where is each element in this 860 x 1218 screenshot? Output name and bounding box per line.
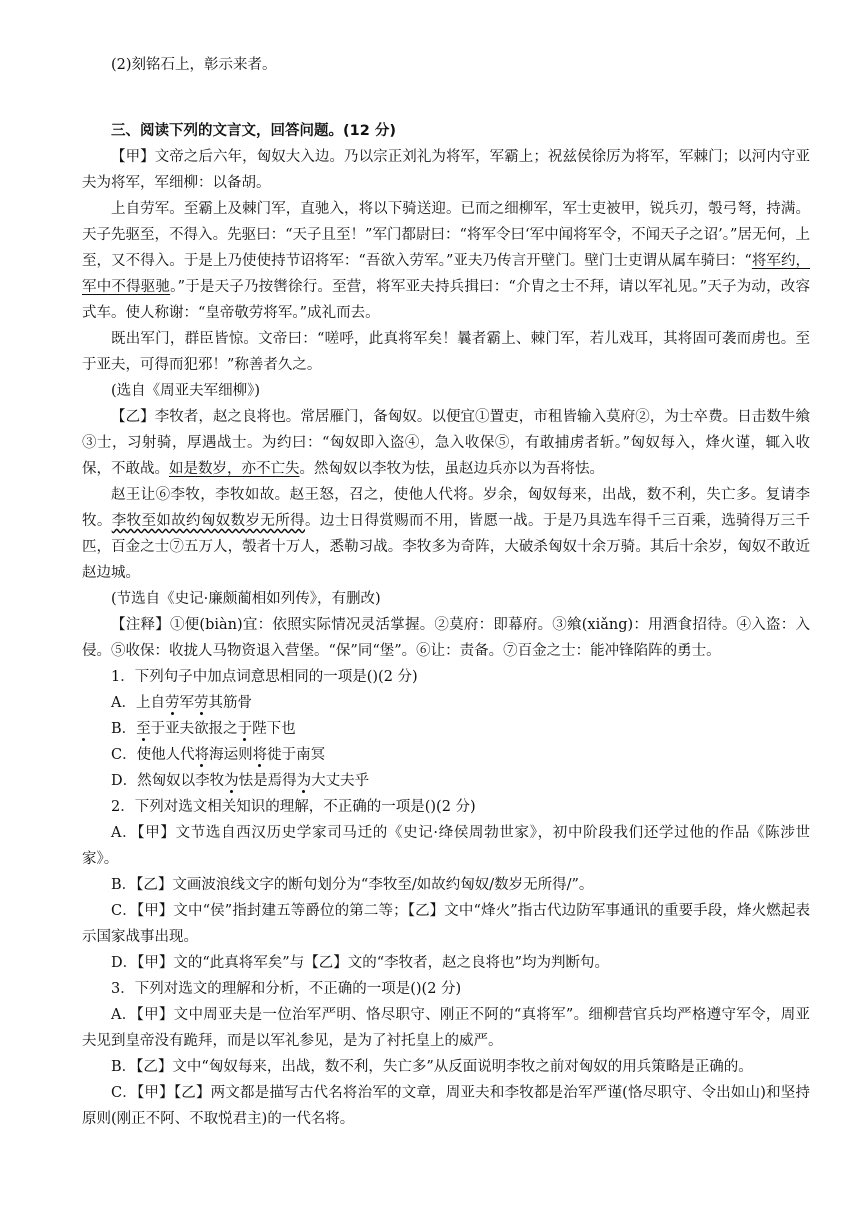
dotted-word: 劳 — [193, 695, 209, 711]
dotted-word: 劳 — [164, 695, 180, 711]
question-3-option-a: A．【甲】文中周亚夫是一位治军严明、恪尽职守、刚正不阿的“真将军”。细柳营官兵均严格遵守军令，周亚夫见到皇帝没有跪拜，而是以军礼参见，是为了衬托皇上的威严。 — [82, 1007, 810, 1049]
option-text: 上自 — [135, 695, 165, 711]
question-2-option-d: D．【甲】文的“此真将军矣”与【乙】文的“李牧者，赵之良将也”均为判断句。 — [111, 955, 610, 971]
question-2-stem: 2．下列对选文相关知识的理解，不正确的一项是()(2 分) — [111, 799, 476, 815]
option-label: A． — [111, 695, 136, 711]
option-text: 是焉得 — [253, 773, 297, 789]
passage-yi-p2-b: 。边士日得赏赐而不用，皆愿一战。于是乃具选车得千三百乘，选骑得万三千匹，百金之士⑦五万人，彀者十万人，悉勒习战。李牧多为奇阵，大破杀匈奴十余万骑。其后十余岁，匈奴不敢近赵边城。 — [82, 513, 811, 581]
spacer — [82, 78, 810, 118]
question-1-stem: 1．下列句子中加点词意思相同的一项是()(2 分) — [111, 669, 418, 685]
dotted-word: 为 — [224, 773, 239, 789]
dotted-word: 将 — [194, 747, 210, 763]
question-1-option-a — [82, 690, 810, 716]
passage-yi-p1 — [82, 404, 810, 482]
question-3-stem: 3．下列对选文的理解和分析，不正确的一项是()(2 分) — [111, 981, 462, 997]
option-text: 军 — [179, 695, 194, 711]
section-title: 三、阅读下列的文言文，回答问题。(12 分) — [111, 123, 396, 139]
question-2-option-c: C．【甲】文中“侯”指封建五等爵位的第二等；【乙】文中“烽火”指古代边防军事通讯的重要手段，烽火燃起表示国家战事出现。 — [82, 903, 810, 945]
passage-yi-p2-a: 赵王让⑥李牧，李牧如故。赵王怒，召之，使他人代将。岁余，匈奴每来，出战，数不利，失亡多。复请李牧。 — [82, 487, 810, 529]
option-text: 使他人代 — [136, 747, 195, 763]
passage-jia-p2 — [82, 196, 810, 326]
option-label: D． — [111, 773, 138, 789]
question-1-option-c — [82, 742, 810, 768]
annotation-notes: 【注释】①便(biàn)宜：依照实际情况灵活掌握。②莫府：即幕府。③飨(xiǎng)：用酒食招待。④入盗：入侵。⑤收保：收拢人马物资退入营堡。“保”同“堡”。⑥让：责备。⑦百金之士：能冲锋陷阵的勇士。 — [82, 617, 810, 659]
dotted-word: 于 — [237, 721, 253, 737]
passage-yi-p2 — [82, 482, 810, 586]
previous-answer-item: (2)刻铭石上，彰示来者。 — [111, 57, 277, 73]
passage-jia-source: (选自《周亚夫军细柳》) — [111, 383, 261, 399]
option-text: 大丈夫乎 — [311, 773, 370, 789]
passage-yi-p1-b: 。然匈奴以李牧为怯，虽赵边兵亦以为吾将怯。 — [299, 461, 604, 477]
passage-jia-p2-a: 上自劳军。至霸上及棘门军，直驰入，将以下骑送迎。已而之细柳军，军士吏被甲，锐兵刃，彀弓弩，持满。天子先驱至，不得入。先驱曰：“天子且至！”军门都尉曰：“将军令曰‘军中闻将军令，不闻天子之诏’。”居无何，上至，又不得入。于是上乃使使持节诏将军：“吾欲入劳军。”亚夫乃传言开壁门。壁门士吏谓从属车骑曰：“ — [82, 201, 810, 269]
passage-yi-p1-a: 【乙】李牧者，赵之良将也。常居雁门，备匈奴。以便宜①置吏，市租皆输入莫府②，为士卒费。日击数牛飨③士，习射骑，厚遇战士。为约曰：“匈奴即入盗④，急入收保⑤，有敢捕虏者斩。”匈奴每入，烽火谨，辄入收保，不敢战。 — [82, 409, 810, 477]
dotted-word: 至 — [136, 721, 151, 737]
underlined-phrase-jia: 将军约，军中不得驱驰 — [82, 253, 811, 295]
option-text: 其筋骨 — [208, 695, 252, 711]
option-text: 徙于南冥 — [267, 747, 326, 763]
question-2-option-b: B．【乙】文画波浪线文字的断句划分为“李牧至/如故约匈奴/数岁无所得/”。 — [111, 877, 594, 893]
option-text: 陛下也 — [252, 721, 296, 737]
passage-jia-p1: 【甲】文帝之后六年，匈奴大入边。乃以宗正刘礼为将军，军霸上；祝兹侯徐厉为将军，军棘门；以河内守亚夫为将军，军细柳：以备胡。 — [82, 149, 810, 191]
question-2-option-a: A．【甲】文节选自西汉历史学家司马迁的《史记·绛侯周勃世家》，初中阶段我们还学过他的作品《陈涉世家》。 — [82, 825, 810, 867]
option-text: 海运则 — [209, 747, 253, 763]
option-label: B． — [111, 721, 137, 737]
option-label: C． — [111, 747, 137, 763]
option-text: 怯 — [238, 773, 254, 789]
dotted-word: 为 — [296, 773, 312, 789]
underlined-phrase-yi: 如是数岁，亦不亡失 — [169, 461, 300, 477]
option-text: 于亚夫 — [150, 721, 195, 737]
option-text: 欲报之 — [194, 721, 238, 737]
passage-jia-p3: 既出军门，群臣皆惊。文帝曰：“嗟呼，此真将军矣！曩者霸上、棘门军，若儿戏耳，其将固可袭而虏也。至于亚夫，可得而犯邪！”称善者久之。 — [82, 331, 810, 373]
document-page — [82, 52, 810, 1132]
question-1-option-d — [82, 768, 810, 794]
passage-jia-p2-b: 。”于是天子乃按辔徐行。至营，将军亚夫持兵揖曰：“介胄之士不拜，请以军礼见。”天子为动，改容式车。使人称谢：“皇帝敬劳将军。”成礼而去。 — [82, 279, 810, 321]
question-3-option-c: C．【甲】【乙】两文都是描写古代名将治军的文章，周亚夫和李牧都是治军严谨(恪尽职守、令出如山)和坚持原则(刚正不阿、不取悦君主)的一代名将。 — [82, 1085, 810, 1127]
wavy-underlined-phrase: 李牧至如故约匈奴数岁无所得 — [111, 513, 305, 529]
question-1-option-b — [82, 716, 810, 742]
dotted-word: 将 — [252, 747, 268, 763]
option-text: 然匈奴以李牧 — [137, 773, 225, 789]
passage-yi-source: (节选自《史记·廉颇蔺相如列传》，有删改) — [111, 591, 381, 607]
question-3-option-b: B．【乙】文中“匈奴每来，出战，数不利，失亡多”从反面说明李牧之前对匈奴的用兵策略是正确的。 — [111, 1059, 753, 1075]
